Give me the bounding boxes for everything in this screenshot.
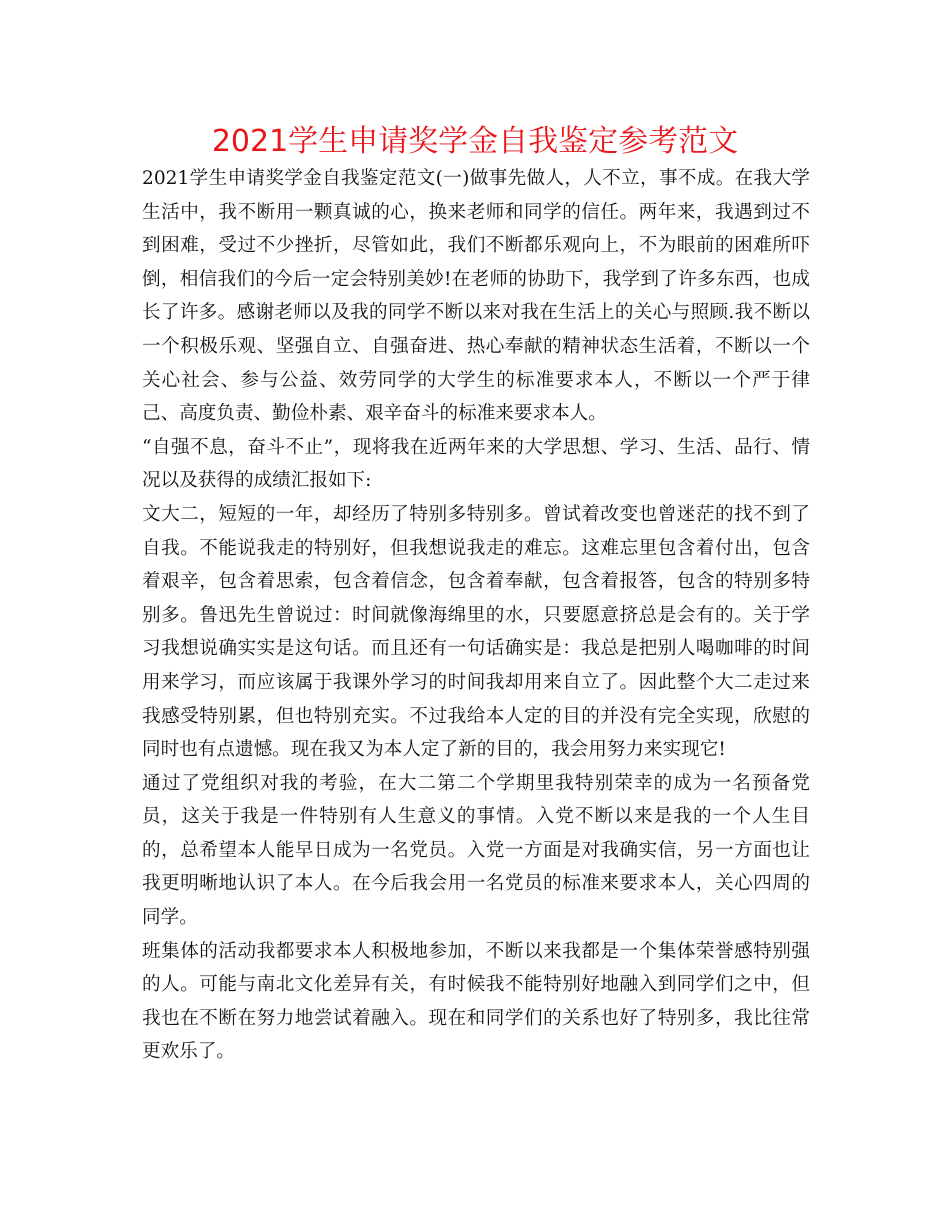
- paragraph-intro: 2021学生申请奖学金自我鉴定范文(一)做事先做人，人不立，事不成。在我大学生活中，我不断用一颗真诚的心，换来老师和同学的信任。两年来，我遇到过不到困难，受过不少挫折，尽管如此，我们不断都乐观向上，不为眼前的困难所吓倒，相信我们的今后一定会特别美妙!在老师的协助下，我学到了许多东西，也成长了许多。感谢老师以及我的同学不断以来对我在生活上的关心与照顾.我不断以一个积极乐观、坚强自立、自强奋进、热心奉献的精神状态生活着，不断以一个关心社会、参与公益、效劳同学的大学生的标准要求本人，不断以一个严于律己、高度负责、勤俭朴素、艰辛奋斗的标准来要求本人。: [142, 168, 810, 425]
- paragraph-study: 文大二，短短的一年，却经历了特别多特别多。曾试着改变也曾迷茫的找不到了自我。不能说我走的特别好，但我想说我走的难忘。这难忘里包含着付出，包含着艰辛，包含着思索，包含着信念，包含着奉献，包含着报答，包含的特别多特别多。鲁迅先生曾说过：时间就像海绵里的水，只要愿意挤总是会有的。关于学习我想说确实实是这句话。而且还有一句话确实是：我总是把别人喝咖啡的时间用来学习，而应该属于我课外学习的时间我却用来自立了。因此整个大二走过来我感受特别累，但也特别充实。不过我给本人定的目的并没有完全实现，欣慰的同时也有点遗憾。现在我又为本人定了新的目的，我会用努力来实现它!: [142, 503, 810, 761]
- paragraph-class-activities: 班集体的活动我都要求本人积极地参加，不断以来我都是一个集体荣誉感特别强的人。可能与南北文化差异有关，有时候我不能特别好地融入到同学们之中，但我也在不断在努力地尝试着融入。现在和同学们的关系也好了特别多，我比往常更欢乐了。: [142, 940, 810, 1063]
- paragraph-party: 通过了党组织对我的考验，在大二第二个学期里我特别荣幸的成为一名预备党员，这关于我是一件特别有人生意义的事情。入党不断以来是我的一个人生目的，总希望本人能早日成为一名党员。入党一方面是对我确实信，另一方面也让我更明晰地认识了本人。在今后我会用一名党员的标准来要求本人，关心四周的同学。: [142, 772, 810, 929]
- paragraph-summary-lead: “自强不息，奋斗不止”，现将我在近两年来的大学思想、学习、生活、品行、情况以及获得的成绩汇报如下:: [142, 436, 810, 492]
- page-title: 2021学生申请奖学金自我鉴定参考范文: [211, 124, 739, 159]
- document-body: [142, 162, 810, 1069]
